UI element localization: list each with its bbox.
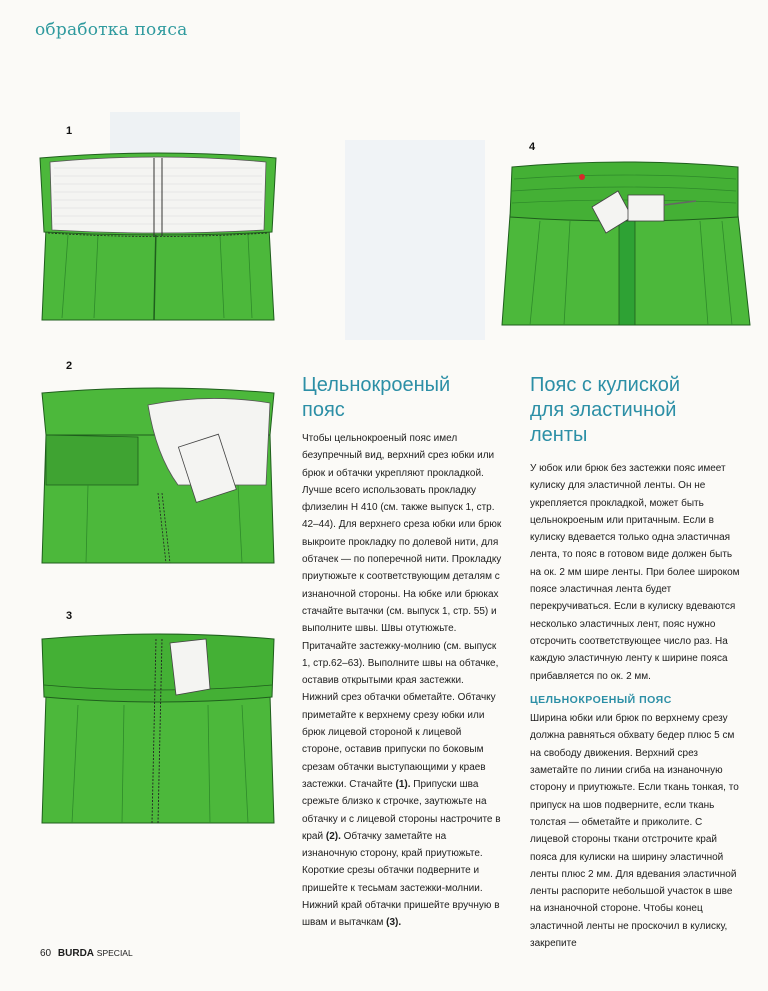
column-right-heading [530, 373, 680, 448]
figure-1-waistband-interfacing [38, 140, 283, 322]
subheading: ЦЕЛЬНОКРОЕНЫЙ ПОЯС [530, 693, 672, 706]
paragraph-text: Припуски шва срежьте близко к строчке, заутюжьте на обтачку и с лицевой стороны настрочите в край [302, 778, 501, 842]
column-left-text [302, 430, 502, 932]
paragraph-text: Чтобы цельнокроеный пояс имел безупречный вид, верхний срез юбки или брюк и обтачки укрепляют прокладкой. Лучше всего использовать прокладку флизелин Н 410 (см. также выпуск 1, стр. 42–44). Для верхнего среза юбки или брюк выкроите прокладку по долевой нити, для обтачек — по поперечной нити. Прокладку приутюжьте к соответствующим деталям с изнаночной стороны. На юбке или брюках стачайте вытачки (см. выпуск 1, стр. 55) и выполните швы. Швы отутюжьте. Притачайте застежку-молнию (см. выпуск 1, стр.62–63). Выполните швы на обтачке, оставив открытыми края застежки. Нижний срез обтачки обметайте. Обтачку приметайте к верхнему срезу юбки или брюк лицевой стороной к лицевой стороне, оставив припуски по боковым срезам обтачки выступающими у краев застежки. Стачайте [302, 433, 502, 790]
figure-4-elastic-casing [500, 155, 752, 327]
show-through-shape [345, 140, 485, 340]
figure-number: 3 [66, 610, 73, 622]
figure-number: 4 [529, 141, 536, 153]
brand-name: BURDA [57, 948, 95, 959]
heading-line: ленты [530, 424, 588, 446]
figure-3-finished-waist [38, 625, 283, 825]
figure-2-understitching-facing [38, 375, 283, 565]
figure-number: 1 [66, 125, 73, 137]
body-paragraph: Ширина юбки или брюк по верхнему срезу должна равняться обхвату бедер плюс 5 см на свободу движения. Верхний срез заметайте по линии сгиба на изнаночную сторону и приутюжьте. Если ткань тонкая, то припуск на шов подверните, если ткань толстая — обметайте и приколите. С лицевой стороны ткани отстрочите край пояса для кулиски на ширину эластичной ленты плюс 2 мм. Для вдевания эластичной ленты распорите небольшой участок в шве на изнаночной стороне. Чтобы конец эластичной ленты не проскочил в кулиску, закрепите [530, 713, 739, 950]
heading-line: Пояс с кулиской [530, 374, 681, 396]
intro-paragraph: У юбок или брюк без застежки пояс имеет кулиску для эластичной ленты. Он не укрепляется прокладкой, может быть цельнокроеным или притачным. Если в кулиску вдевается только одна эластичная лента, то пояс в готовом виде должен быть на ок. 2 мм шире ленты. При более широком поясе эластичная лента будет перекручиваться. Если в кулиску вдеваются несколько эластичных лент, пояс нужно отсрочить соответствующее число раз. На каждую эластичную ленту к ширине пояса прибавляется по ок. 2 мм. [530, 463, 740, 682]
figure-ref: (2). [325, 830, 341, 842]
column-right-text [530, 460, 742, 952]
page-footer [40, 948, 133, 959]
edition-name: SPECIAL [96, 948, 133, 958]
figure-number: 2 [66, 360, 73, 372]
figure-ref: (3). [386, 917, 402, 929]
figure-ref: (1). [395, 778, 411, 790]
heading-line: Цельнокроеный [302, 374, 451, 396]
column-left-heading [302, 373, 450, 423]
heading-line: для эластичной [530, 399, 677, 421]
section-title: обработка пояса [35, 20, 188, 40]
paragraph-text: Обтачку заметайте на изнаночную сторону, край приутюжьте. Короткие срезы обтачки подверните и пришейте к тесьмам застежки-молнии. Нижний край обтачки пришейте вручную в швам и вытачкам [302, 830, 500, 929]
page-number: 60 [40, 948, 52, 959]
heading-line: пояс [302, 399, 345, 421]
